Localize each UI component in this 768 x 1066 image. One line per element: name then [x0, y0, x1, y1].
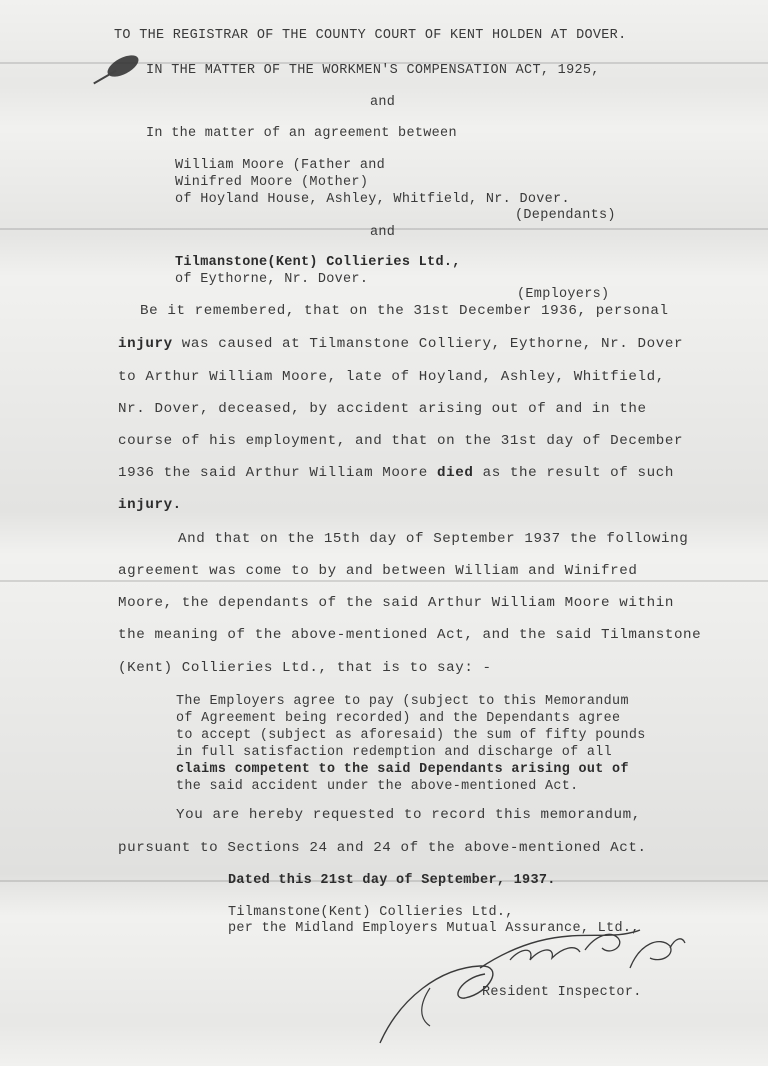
terms-line: of Agreement being recorded) and the Dependants agree — [176, 711, 621, 726]
body-text: was caused at Tilmanstone Colliery, Eythorne, Nr. Dover — [172, 336, 684, 352]
body-line: injury. — [118, 497, 182, 513]
terms-line: in full satisfaction redemption and discharge of all — [176, 745, 613, 760]
body-line — [118, 465, 674, 481]
dependant-mother: Winifred Moore (Mother) — [175, 175, 369, 190]
body-line: course of his employment, and that on the 31st day of December — [118, 433, 684, 449]
dependant-address: of Hoyland House, Ashley, Whitfield, Nr. Dover. — [175, 192, 570, 207]
request-line: You are hereby requested to record this memorandum, — [176, 807, 641, 823]
body-line: to Arthur William Moore, late of Hoyland, Ashley, Whitfield, — [118, 369, 665, 385]
terms-line: the said accident under the above-mentioned Act. — [176, 779, 579, 794]
dependant-father: William Moore (Father and — [175, 158, 386, 173]
and-separator: and — [370, 225, 396, 240]
died-word: died — [437, 465, 474, 481]
body-line: Be it remembered, that on the 31st December 1936, personal — [140, 303, 669, 319]
request-line: pursuant to Sections 24 and 24 of the above-mentioned Act. — [118, 840, 647, 856]
matter-act-line: IN THE MATTER OF THE WORKMEN'S COMPENSATION ACT, 1925, — [146, 63, 600, 78]
body-text: 1936 the said Arthur William Moore — [118, 465, 437, 481]
body-line: Nr. Dover, deceased, by accident arising out of and in the — [118, 401, 647, 417]
matter-agreement-line: In the matter of an agreement between — [146, 126, 457, 141]
dated-line: Dated this 21st day of September, 1937. — [228, 873, 556, 888]
dependants-label: (Dependants) — [515, 208, 616, 223]
and-separator: and — [370, 95, 396, 110]
body-line: Moore, the dependants of the said Arthur William Moore within — [118, 595, 674, 611]
signatory-per: per the Midland Employers Mutual Assurance, Ltd., — [228, 921, 640, 936]
body-line — [118, 336, 683, 352]
body-line: agreement was come to by and between William and Winifred — [118, 563, 638, 579]
body-line: And that on the 15th day of September 1937 the following — [178, 531, 689, 547]
ink-smudge — [104, 51, 142, 81]
employers-label: (Employers) — [517, 287, 610, 302]
injury-word: injury — [118, 336, 173, 352]
fold-crease — [0, 580, 768, 582]
registrar-line: TO THE REGISTRAR OF THE COUNTY COURT OF KENT HOLDEN AT DOVER. — [114, 28, 627, 43]
employer-address: of Eythorne, Nr. Dover. — [175, 272, 369, 287]
body-line: the meaning of the above-mentioned Act, and the said Tilmanstone — [118, 627, 702, 643]
employer-name: Tilmanstone(Kent) Collieries Ltd., — [175, 255, 461, 270]
body-text: as the result of such — [473, 465, 674, 481]
terms-line: The Employers agree to pay (subject to this Memorandum — [176, 694, 629, 709]
handwritten-signature — [370, 908, 700, 1058]
signatory-title: Resident Inspector. — [482, 985, 642, 1000]
signatory-company: Tilmanstone(Kent) Collieries Ltd., — [228, 905, 514, 920]
body-line: (Kent) Collieries Ltd., that is to say: - — [118, 660, 492, 676]
terms-line: to accept (subject as aforesaid) the sum of fifty pounds — [176, 728, 646, 743]
terms-line: claims competent to the said Dependants arising out of — [176, 762, 629, 777]
